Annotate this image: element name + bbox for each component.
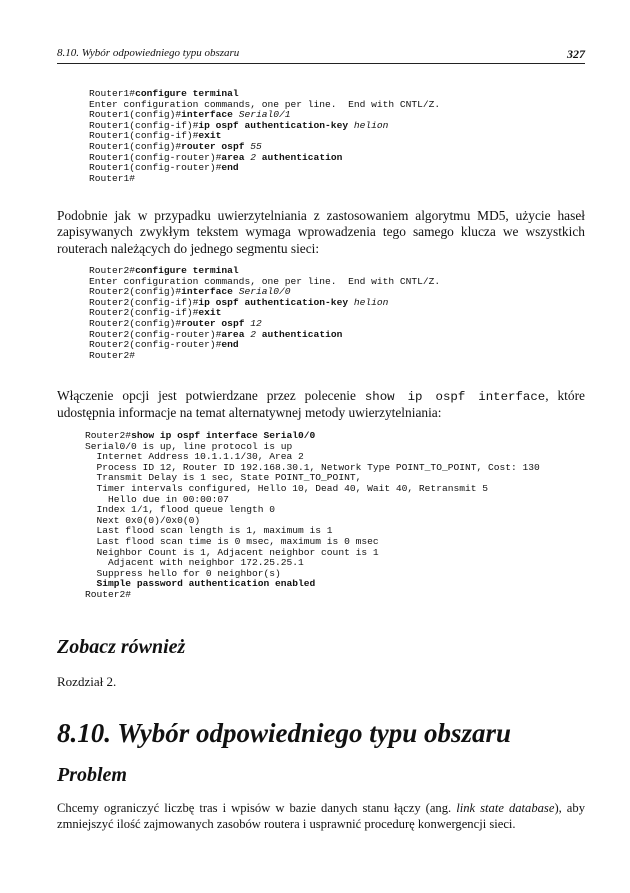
code-argument: Serial0/0: [238, 286, 291, 298]
code-block-router1-config: [89, 89, 440, 184]
code-command: configure terminal: [135, 88, 239, 99]
code-argument: Serial0/1: [238, 109, 291, 121]
code-argument: 55: [250, 140, 262, 152]
section-heading: 8.10. Wybór odpowiedniego typu obszaru: [57, 718, 512, 748]
code-text: Router2#: [85, 588, 132, 600]
code-text: Router2(config-if)#: [89, 296, 199, 308]
code-text: Router1#: [89, 172, 136, 184]
code-argument: helion: [353, 119, 389, 131]
code-text: Router1(config-router)#: [89, 162, 222, 174]
code-text: Router2#: [85, 430, 132, 441]
code-text: Neighbor Count is 1, Adjacent neighbor count is 1: [85, 546, 379, 558]
paragraph-show-command-after: , które udostępnia informacje na temat alternatywnej metody uwierzytelniania:: [57, 388, 585, 421]
code-command: authentication: [255, 328, 343, 340]
code-text: Internet Address 10.1.1.1/30, Area 2: [85, 451, 304, 463]
problem-text-after: ), aby zmniejszyć ilość zajmowanych zasobów routera i usprawnić procedurę konwergencji sieci.: [57, 801, 585, 831]
code-block-show-output: [85, 431, 540, 601]
code-argument: 2: [250, 328, 256, 340]
see-also-reference: Rozdział 2.: [57, 674, 117, 689]
code-command: configure terminal: [135, 265, 239, 276]
code-command: ip ospf authentication-key: [198, 119, 354, 131]
code-command: router ospf: [181, 140, 251, 152]
code-text: Adjacent with neighbor 172.25.25.1: [85, 557, 304, 569]
code-text: Suppress hello for 0 neighbor(s): [85, 567, 281, 579]
code-text: Next 0x0(0)/0x0(0): [85, 514, 201, 526]
problem-text-before: Chcemy ograniczyć liczbę tras i wpisów w bazie danych stanu łączy (ang.: [57, 801, 457, 815]
code-text: Hello due in 00:00:07: [85, 493, 229, 505]
code-command: area: [221, 328, 251, 340]
code-argument: 2: [250, 151, 256, 163]
code-line: [89, 163, 440, 174]
code-command: ip ospf authentication-key: [198, 296, 354, 308]
problem-heading: Problem: [57, 764, 127, 786]
code-line: [85, 590, 540, 601]
code-text: Enter configuration commands, one per line. End with CNTL/Z.: [89, 98, 441, 110]
page-number: 327: [567, 47, 585, 61]
code-argument: 12: [250, 317, 262, 329]
code-command: area: [221, 151, 251, 163]
running-header-title: 8.10. Wybór odpowiedniego typu obszaru: [57, 47, 240, 59]
code-text: Router1(config)#: [89, 109, 182, 121]
code-line: [85, 579, 540, 590]
code-text: Last flood scan length is 1, maximum is 1: [85, 525, 333, 537]
code-text: Router2(config-router)#: [89, 339, 222, 351]
code-command: router ospf: [181, 317, 251, 329]
code-text: Router2#: [89, 265, 136, 276]
paragraph-plaintext-keys: Podobnie jak w przypadku uwierzytelniania z zastosowaniem algorytmu MD5, użycie haseł zapisywanych zwykłym tekstem wymaga wprowadzenia tego samego klucza we wszystkich routerach należących do jednego segmentu sieci:: [57, 208, 585, 256]
code-text: Router1(config)#: [89, 140, 182, 152]
code-text: Router2(config-if)#: [89, 307, 199, 319]
code-command: end: [221, 339, 239, 351]
code-text: Router2(config-router)#: [89, 328, 222, 340]
code-line: [89, 351, 440, 362]
code-text: Router2(config)#: [89, 286, 182, 298]
code-command: exit: [198, 130, 222, 142]
code-text: Process ID 12, Router ID 192.168.30.1, Network Type POINT_TO_POINT, Cost: 130: [85, 461, 540, 473]
code-text: Router2(config)#: [89, 317, 182, 329]
code-command: exit: [198, 307, 222, 319]
code-text: Router2#: [89, 349, 136, 361]
code-text: Router1(config-if)#: [89, 130, 199, 142]
code-text: Index 1/1, flood queue length 0: [85, 504, 275, 516]
paragraph-show-command: [57, 388, 585, 422]
paragraph-show-command-before: Włączenie opcji jest potwierdzane przez polecenie: [57, 388, 365, 403]
code-block-router2-config: [89, 266, 440, 361]
problem-paragraph: [57, 800, 585, 832]
code-argument: helion: [353, 296, 389, 308]
code-command: Simple password authentication enabled: [96, 578, 316, 590]
code-command: end: [221, 162, 239, 174]
code-command: show ip ospf interface Serial0/0: [131, 430, 316, 441]
code-line: [89, 340, 440, 351]
code-text: Enter configuration commands, one per line. End with CNTL/Z.: [89, 275, 441, 287]
code-text: Serial0/0 is up, line protocol is up: [85, 440, 293, 452]
code-command: authentication: [255, 151, 343, 163]
code-text: Router1(config-if)#: [89, 119, 199, 131]
code-line: [89, 174, 440, 185]
inline-command: show ip ospf interface: [364, 390, 546, 404]
see-also-heading: Zobacz również: [57, 636, 186, 658]
running-header: [57, 47, 585, 64]
code-text: Transmit Delay is 1 sec, State POINT_TO_POINT,: [85, 472, 362, 484]
code-text: Timer intervals configured, Hello 10, Dead 40, Wait 40, Retransmit 5: [85, 482, 489, 494]
problem-term: link state database: [456, 801, 555, 815]
code-text: [85, 578, 97, 589]
code-command: interface: [181, 109, 239, 121]
code-text: Router1#: [89, 88, 136, 99]
code-text: Router1(config-router)#: [89, 151, 222, 163]
code-command: interface: [181, 286, 239, 298]
code-text: Last flood scan time is 0 msec, maximum is 0 msec: [85, 535, 379, 547]
